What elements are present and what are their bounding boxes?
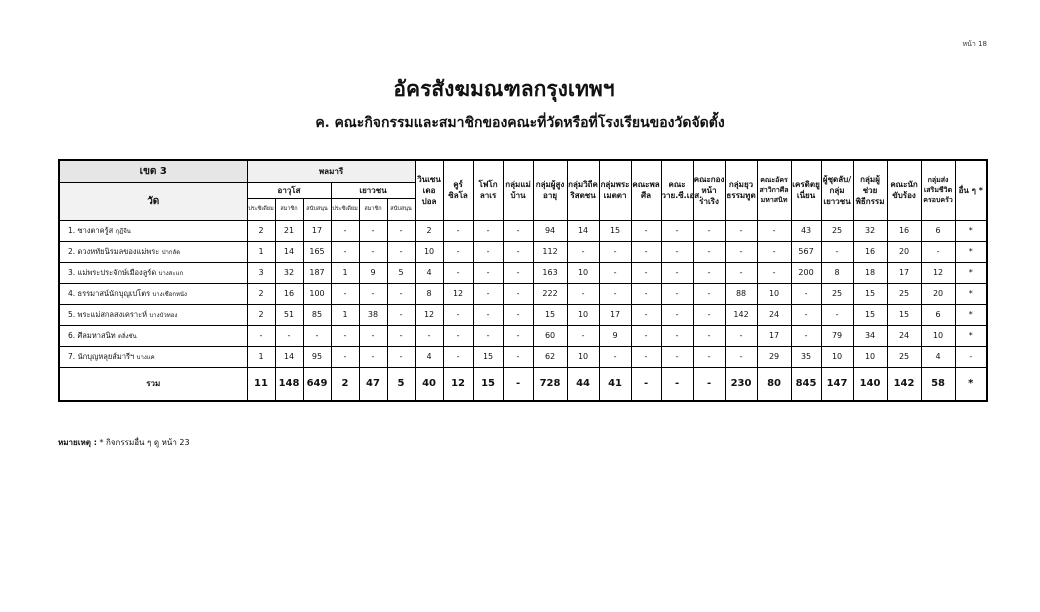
wat-location: บางบัวทอง <box>149 311 178 319</box>
wat-location: ตลิ่งชัน <box>118 332 137 340</box>
total-cell: * <box>955 367 987 401</box>
table-cell: - <box>599 262 631 283</box>
table-cell: 43 <box>791 220 821 241</box>
table-cell: - <box>331 241 359 262</box>
table-cell: 12 <box>415 304 443 325</box>
table-cell: * <box>955 283 987 304</box>
page-number: หน้า 18 <box>962 40 987 48</box>
table-row <box>59 304 987 325</box>
table-cell: 200 <box>791 262 821 283</box>
table-cell: - <box>757 220 791 241</box>
table-cell: 12 <box>443 283 473 304</box>
table-cell: * <box>955 304 987 325</box>
table-row <box>59 283 987 304</box>
table-cell: 51 <box>275 304 303 325</box>
total-cell: - <box>631 367 661 401</box>
table-cell: 60 <box>533 325 567 346</box>
group-header: กลุ่มยุวธรรมทูต <box>725 160 757 220</box>
wat-name: 6. ศีลมหาสนิท <box>68 330 116 340</box>
table-cell: 17 <box>303 220 331 241</box>
table-cell: - <box>503 325 533 346</box>
document-title: อัครสังฆมณฑลกรุงเทพฯ <box>393 76 615 101</box>
table-cell: - <box>725 241 757 262</box>
group-header: กลุ่มพระเมตตา <box>599 160 631 220</box>
table-cell: - <box>757 241 791 262</box>
group-header: อื่น ๆ * <box>955 160 987 220</box>
table-cell: 34 <box>853 325 887 346</box>
table-cell: 20 <box>887 241 921 262</box>
total-cell: 142 <box>887 367 921 401</box>
table-cell: 10 <box>415 241 443 262</box>
table-cell: - <box>725 262 757 283</box>
table-cell: 567 <box>791 241 821 262</box>
table-cell: 2 <box>415 220 443 241</box>
total-cell: 41 <box>599 367 631 401</box>
table-cell: 100 <box>303 283 331 304</box>
total-cell: 845 <box>791 367 821 401</box>
total-cell: 40 <box>415 367 443 401</box>
table-cell: - <box>503 262 533 283</box>
total-cell: 649 <box>303 367 331 401</box>
table-cell: - <box>791 283 821 304</box>
table-cell: - <box>821 304 853 325</box>
table-cell: 142 <box>725 304 757 325</box>
table-cell: - <box>631 304 661 325</box>
table-cell: 1 <box>247 346 275 367</box>
table-cell: - <box>567 283 599 304</box>
table-cell: - <box>725 325 757 346</box>
table-cell: 10 <box>853 346 887 367</box>
table-cell: - <box>303 325 331 346</box>
table-cell: 15 <box>599 220 631 241</box>
document-subtitle: ค. คณะกิจกรรมและสมาชิกของคณะที่วัดหรือที่โรงเรียนของวัดจัดตั้ง <box>315 115 725 131</box>
table-cell: - <box>473 241 503 262</box>
table-cell: - <box>503 220 533 241</box>
table-row <box>59 346 987 367</box>
total-cell: - <box>693 367 725 401</box>
table-cell: 4 <box>415 346 443 367</box>
total-cell: 147 <box>821 367 853 401</box>
table-cell: - <box>387 241 415 262</box>
table-cell: 8 <box>821 262 853 283</box>
wat-name-cell <box>59 262 247 283</box>
table-cell: 14 <box>275 346 303 367</box>
table-cell: 17 <box>757 325 791 346</box>
sub-column-header: ประซิเดียม <box>247 198 275 220</box>
table-cell: - <box>661 304 693 325</box>
table-cell: 9 <box>599 325 631 346</box>
table-cell: 94 <box>533 220 567 241</box>
table-cell: 16 <box>275 283 303 304</box>
table-cell: 25 <box>821 283 853 304</box>
table-cell: 222 <box>533 283 567 304</box>
table-cell: 15 <box>533 304 567 325</box>
table-cell: - <box>247 325 275 346</box>
total-label: รวม <box>59 367 247 401</box>
senior-header: อาวุโส <box>247 182 331 198</box>
table-cell: - <box>661 262 693 283</box>
table-cell: 112 <box>533 241 567 262</box>
table-cell: - <box>331 346 359 367</box>
table-cell: - <box>631 262 661 283</box>
table-cell: - <box>443 241 473 262</box>
table-cell: - <box>693 325 725 346</box>
wat-location: กุฎีจีน <box>115 227 131 235</box>
group-header: กลุ่มส่งเสริมชีวิตครอบครัว <box>921 160 955 220</box>
table-cell: - <box>503 346 533 367</box>
table-cell: 15 <box>853 283 887 304</box>
table-cell: - <box>387 325 415 346</box>
table-cell: 85 <box>303 304 331 325</box>
table-cell: 15 <box>473 346 503 367</box>
table-cell: 4 <box>415 262 443 283</box>
table-cell: - <box>331 283 359 304</box>
table-cell: - <box>359 325 387 346</box>
group-header: คณะกองหน้าร่าเริง <box>693 160 725 220</box>
group-header: คณะพลศีล <box>631 160 661 220</box>
table-cell: 95 <box>303 346 331 367</box>
table-cell: - <box>693 283 725 304</box>
table-cell: 15 <box>853 304 887 325</box>
table-cell: - <box>661 346 693 367</box>
table-cell: - <box>275 325 303 346</box>
wat-location: บางแค <box>136 353 155 361</box>
table-cell: 14 <box>275 241 303 262</box>
wat-location: บางสะแก <box>158 269 184 277</box>
group-header: วินเซนเดอปอล <box>415 160 443 220</box>
wat-name-cell <box>59 283 247 304</box>
table-cell: * <box>955 325 987 346</box>
wat-location: ปากลัด <box>161 248 181 256</box>
table-cell: 18 <box>853 262 887 283</box>
table-cell: 2 <box>247 304 275 325</box>
table-cell: - <box>331 220 359 241</box>
wat-name-cell <box>59 220 247 241</box>
table-cell: - <box>693 346 725 367</box>
total-cell: 80 <box>757 367 791 401</box>
table-cell: 38 <box>359 304 387 325</box>
table-cell: 6 <box>921 304 955 325</box>
table-cell: - <box>921 241 955 262</box>
table-cell: - <box>631 346 661 367</box>
table-cell: - <box>693 262 725 283</box>
total-cell: - <box>503 367 533 401</box>
table-row <box>59 220 987 241</box>
table-cell: - <box>387 220 415 241</box>
table-cell: 17 <box>887 262 921 283</box>
table-cell: 10 <box>567 304 599 325</box>
table-cell: 24 <box>757 304 791 325</box>
wat-name-cell <box>59 304 247 325</box>
sub-column-header: สนับสนุน <box>387 198 415 220</box>
wat-name: 7. นักบุญหลุยส์มารีฯ <box>68 351 135 361</box>
table-cell: 25 <box>821 220 853 241</box>
table-cell: - <box>473 325 503 346</box>
table-cell: - <box>473 220 503 241</box>
table-cell: 25 <box>887 346 921 367</box>
table-cell: - <box>387 283 415 304</box>
table-cell: 1 <box>331 304 359 325</box>
table-cell: 15 <box>887 304 921 325</box>
table-cell: - <box>387 304 415 325</box>
footnote-text: * กิจกรรมอื่น ๆ ดู หน้า 23 <box>99 438 190 447</box>
total-cell: 5 <box>387 367 415 401</box>
table-cell: 20 <box>921 283 955 304</box>
table-cell: 14 <box>567 220 599 241</box>
sub-column-header: สมาชิก <box>275 198 303 220</box>
table-cell: 29 <box>757 346 791 367</box>
table-cell: - <box>359 220 387 241</box>
wat-name: 4. ธรรมาสน์นักบุญเปโตร <box>68 288 151 298</box>
wat-name: 3. แม่พระประจักษ์เมืองลูร์ด <box>68 267 157 277</box>
activity-table <box>58 159 988 402</box>
group-header: คณะนักขับร้อง <box>887 160 921 220</box>
group-header: โฟโกลาเร <box>473 160 503 220</box>
table-cell: 62 <box>533 346 567 367</box>
table-cell: 165 <box>303 241 331 262</box>
total-cell: 47 <box>359 367 387 401</box>
table-cell: 10 <box>567 262 599 283</box>
table-cell: - <box>473 283 503 304</box>
wat-name-cell <box>59 241 247 262</box>
wat-name-cell <box>59 346 247 367</box>
table-cell: * <box>955 220 987 241</box>
table-cell: - <box>725 220 757 241</box>
total-cell: 58 <box>921 367 955 401</box>
table-cell: - <box>359 241 387 262</box>
table-cell: 79 <box>821 325 853 346</box>
total-cell: 148 <box>275 367 303 401</box>
total-cell: 230 <box>725 367 757 401</box>
table-cell: - <box>631 220 661 241</box>
table-cell: 88 <box>725 283 757 304</box>
total-cell: 15 <box>473 367 503 401</box>
table-cell: 16 <box>887 220 921 241</box>
table-cell: - <box>473 304 503 325</box>
table-cell: - <box>503 283 533 304</box>
table-cell: 2 <box>247 283 275 304</box>
table-cell: - <box>503 304 533 325</box>
zone-label: เขต 3 <box>59 160 247 182</box>
table-cell: - <box>631 241 661 262</box>
table-cell: - <box>661 241 693 262</box>
table-cell: - <box>567 325 599 346</box>
table-cell: - <box>661 325 693 346</box>
table-cell: - <box>415 325 443 346</box>
table-cell: - <box>443 325 473 346</box>
table-cell: 5 <box>387 262 415 283</box>
table-cell: 16 <box>853 241 887 262</box>
wat-name: 2. ดวงหทัยนิรมลของแม่พระ <box>68 246 160 256</box>
wat-location: บางเชือกหนัง <box>152 290 187 298</box>
table-cell: - <box>821 241 853 262</box>
table-row <box>59 262 987 283</box>
table-cell: 10 <box>757 283 791 304</box>
table-cell: 32 <box>275 262 303 283</box>
table-cell: - <box>599 283 631 304</box>
table-cell: 12 <box>921 262 955 283</box>
table-cell: 10 <box>921 325 955 346</box>
total-cell: 2 <box>331 367 359 401</box>
table-cell: 4 <box>921 346 955 367</box>
table-cell: - <box>631 283 661 304</box>
table-cell: - <box>599 346 631 367</box>
table-cell: - <box>955 346 987 367</box>
group-header: คณะอัครสาวิกาศีลมหาสนิท <box>757 160 791 220</box>
table-cell: 2 <box>247 220 275 241</box>
table-cell: - <box>661 283 693 304</box>
table-cell: - <box>693 241 725 262</box>
total-cell: 12 <box>443 367 473 401</box>
table-cell: 10 <box>567 346 599 367</box>
table-cell: - <box>725 346 757 367</box>
table-cell: 1 <box>247 241 275 262</box>
table-cell: * <box>955 241 987 262</box>
group-header: คณะวาย.ซี.เอส. <box>661 160 693 220</box>
table-cell: 10 <box>821 346 853 367</box>
group-header: ผู้ชุดลับ/กลุ่มเยาวชน <box>821 160 853 220</box>
legion-header: พลมารี <box>247 160 415 182</box>
footnote <box>58 436 190 449</box>
table-cell: 32 <box>853 220 887 241</box>
wat-name-cell <box>59 325 247 346</box>
table-cell: - <box>791 304 821 325</box>
table-row <box>59 241 987 262</box>
table-cell: 9 <box>359 262 387 283</box>
table-cell: - <box>693 304 725 325</box>
wat-name: 1. ซางตาครู้ส <box>68 225 114 235</box>
table-cell: 21 <box>275 220 303 241</box>
group-header: กลุ่มผู้สูงอายุ <box>533 160 567 220</box>
group-header: คูร์ซิลโล <box>443 160 473 220</box>
table-cell: - <box>473 262 503 283</box>
table-cell: - <box>791 325 821 346</box>
table-cell: 8 <box>415 283 443 304</box>
table-row <box>59 325 987 346</box>
table-cell: * <box>955 262 987 283</box>
total-row <box>59 367 987 401</box>
table-cell: 24 <box>887 325 921 346</box>
wat-column-header: วัด <box>59 182 247 220</box>
table-cell: - <box>631 325 661 346</box>
table-cell: - <box>567 241 599 262</box>
table-cell: - <box>693 220 725 241</box>
table-cell: - <box>661 220 693 241</box>
table-cell: 35 <box>791 346 821 367</box>
sub-column-header: ประซิเดียม <box>331 198 359 220</box>
sub-column-header: สนับสนุน <box>303 198 331 220</box>
table-cell: 163 <box>533 262 567 283</box>
total-cell: 11 <box>247 367 275 401</box>
table-cell: - <box>599 241 631 262</box>
youth-header: เยาวชน <box>331 182 415 198</box>
table-cell: - <box>443 220 473 241</box>
table-cell: 17 <box>599 304 631 325</box>
table-cell: - <box>359 283 387 304</box>
total-cell: 44 <box>567 367 599 401</box>
wat-name: 5. พระแม่สกลสงเคราะห์ <box>68 309 148 319</box>
table-cell: 1 <box>331 262 359 283</box>
total-cell: 140 <box>853 367 887 401</box>
table-cell: - <box>757 262 791 283</box>
table-cell: 187 <box>303 262 331 283</box>
table-cell: - <box>359 346 387 367</box>
table-cell: - <box>387 346 415 367</box>
total-cell: 728 <box>533 367 567 401</box>
footnote-label: หมายเหตุ : <box>58 438 97 447</box>
table-cell: 3 <box>247 262 275 283</box>
table-cell: - <box>443 304 473 325</box>
table-cell: - <box>443 346 473 367</box>
table-cell: - <box>331 325 359 346</box>
group-header: กลุ่มแม่บ้าน <box>503 160 533 220</box>
group-header: กลุ่มวิถีคริสตชน <box>567 160 599 220</box>
sub-column-header: สมาชิก <box>359 198 387 220</box>
group-header: กลุ่มผู้ช่วยพิธีกรรม <box>853 160 887 220</box>
table-cell: 6 <box>921 220 955 241</box>
table-cell: 25 <box>887 283 921 304</box>
group-header: เครดิตยูเนี่ยน <box>791 160 821 220</box>
total-cell: - <box>661 367 693 401</box>
table-cell: - <box>503 241 533 262</box>
table-cell: - <box>443 262 473 283</box>
